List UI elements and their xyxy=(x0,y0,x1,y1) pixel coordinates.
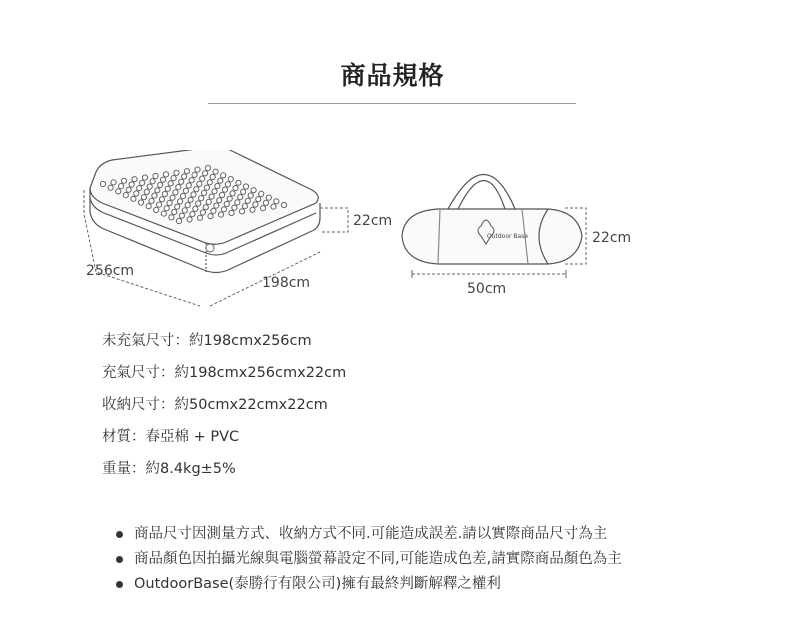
spec-inflated-size: 充氣尺寸：約198cmx256cmx22cm xyxy=(102,365,347,381)
storage-bag-drawing xyxy=(402,175,582,265)
mattress-height-label: 22cm xyxy=(353,213,393,229)
page-title: 商品規格 xyxy=(340,61,445,90)
product-dimension-illustration xyxy=(0,150,785,310)
spec-list xyxy=(102,329,346,489)
bullet-icon xyxy=(116,581,123,588)
svg-text:Outdoor Base: Outdoor Base xyxy=(487,233,529,240)
note-item xyxy=(112,574,622,599)
note-text: OutdoorBase(泰勝行有限公司)擁有最終判斷解釋之權利 xyxy=(134,576,501,592)
note-text: 商品顏色因拍攝光線與電腦螢幕設定不同,可能造成色差,請實際商品顏色為主 xyxy=(134,551,622,567)
note-text: 商品尺寸因測量方式、收納方式不同.可能造成誤差.請以實際商品尺寸為主 xyxy=(134,526,608,542)
bag-length-label: 50cm xyxy=(467,281,507,297)
spec-material: 材質：春亞棉 + PVC xyxy=(102,429,240,445)
mattress-length-label: 256cm xyxy=(86,263,135,279)
mattress-valve-icon xyxy=(206,244,214,252)
bullet-icon xyxy=(116,531,123,538)
notes-list xyxy=(112,524,622,599)
bullet-icon xyxy=(116,556,123,563)
spec-packed-size: 收納尺寸：約50cmx22cmx22cm xyxy=(102,397,328,413)
title-divider xyxy=(208,103,576,104)
bag-height-label: 22cm xyxy=(592,230,632,246)
mattress-width-label: 198cm xyxy=(262,275,311,291)
note-item xyxy=(112,524,622,549)
spec-weight: 重量：約8.4kg±5% xyxy=(102,461,236,477)
spec-uninflated-size: 未充氣尺寸：約198cmx256cm xyxy=(102,333,312,349)
note-item xyxy=(112,549,622,574)
